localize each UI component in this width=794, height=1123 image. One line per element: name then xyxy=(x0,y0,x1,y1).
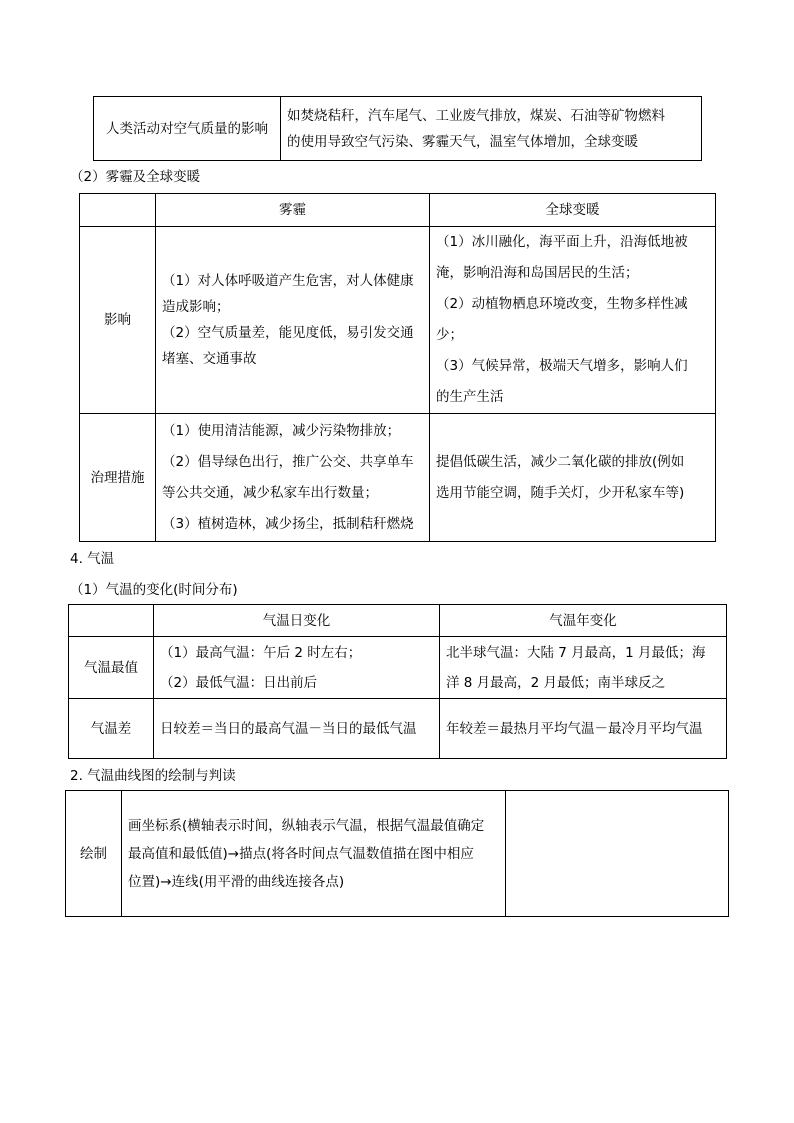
row-label-impact: 影响 xyxy=(80,227,156,414)
table-row xyxy=(80,227,716,414)
warming-impact-line: 少； xyxy=(436,327,463,343)
daily-extremes-cell xyxy=(154,637,440,699)
haze-impact-line: 造成影响； xyxy=(162,299,230,315)
warming-impact-line: （1）冰川融化，海平面上升，沿海低地被 xyxy=(436,234,688,250)
daily-extremes-line: （1）最高气温：午后 2 时左右； xyxy=(160,644,362,661)
haze-impact-line: （1）对人体呼吸道产生危害，对人体健康 xyxy=(162,273,414,289)
table-row xyxy=(66,791,729,917)
annual-extremes-line: 北半球气温：大陆 7 月最高，1 月最低；海 xyxy=(446,644,706,661)
row-label-range: 气温差 xyxy=(69,699,154,759)
table-row xyxy=(94,97,702,161)
row-label-extremes: 气温最值 xyxy=(69,637,154,699)
subsection-heading-temperature-change: （1）气温的变化(时间分布) xyxy=(70,582,238,598)
haze-impact-cell xyxy=(156,227,430,414)
air-quality-line: 的使用导致空气污染、雾霾天气，温室气体增加，全球变暖 xyxy=(287,133,638,150)
haze-measures-line: （2）倡导绿色出行，推广公交、共享单车 xyxy=(162,453,414,470)
haze-impact-line: （2）空气质量差，能见度低，易引发交通 xyxy=(162,325,414,341)
header-blank xyxy=(80,194,156,227)
row-label-draw: 绘制 xyxy=(66,791,122,917)
haze-measures-cell xyxy=(156,414,430,542)
air-quality-content xyxy=(281,97,702,161)
warming-impact-line: 的生产生活 xyxy=(436,389,504,405)
temperature-change-table xyxy=(68,604,727,759)
haze-measures-line: 等公共交通，减少私家车出行数量； xyxy=(162,484,378,501)
warming-measures-line: 提倡低碳生活，减少二氧化碳的排放(例如 xyxy=(436,453,685,470)
haze-warming-table xyxy=(79,193,716,542)
temperature-curve-table xyxy=(65,790,729,917)
warming-measures-cell xyxy=(430,414,716,542)
section-heading-haze-warming: （2）雾霾及全球变暖 xyxy=(70,169,201,185)
warming-impact-cell xyxy=(430,227,716,414)
table-row xyxy=(80,414,716,542)
daily-extremes-line: （2）最低气温：日出前后 xyxy=(160,674,318,691)
annual-extremes-line: 洋 8 月最高，2 月最低；南半球反之 xyxy=(446,674,666,691)
section-heading-temperature: 4. 气温 xyxy=(70,551,115,567)
table-header-row xyxy=(80,194,716,227)
header-warming: 全球变暖 xyxy=(430,194,716,227)
draw-steps-cell xyxy=(122,791,506,917)
draw-steps-line: 画坐标系(横轴表示时间，纵轴表示气温，根据气温最值确定 xyxy=(128,817,485,834)
annual-range-cell: 年较差＝最热月平均气温－最冷月平均气温 xyxy=(440,699,727,759)
warming-impact-line: 淹，影响沿海和岛国居民的生活； xyxy=(436,265,639,281)
header-daily-change: 气温日变化 xyxy=(154,605,440,637)
daily-range-cell: 日较差＝当日的最高气温－当日的最低气温 xyxy=(154,699,440,759)
table-row xyxy=(69,699,727,759)
table-row xyxy=(69,637,727,699)
haze-measures-line: （1）使用清洁能源，减少污染物排放； xyxy=(162,422,401,439)
haze-impact-line: 堵塞、交通事故 xyxy=(162,351,257,367)
header-haze: 雾霾 xyxy=(156,194,430,227)
annual-extremes-cell xyxy=(440,637,727,699)
haze-measures-line: （3）植树造林，减少扬尘，抵制秸秆燃烧 xyxy=(162,515,414,532)
header-annual-change: 气温年变化 xyxy=(440,605,727,637)
air-quality-label: 人类活动对空气质量的影响 xyxy=(94,97,281,161)
section-heading-temperature-curve: 2. 气温曲线图的绘制与判读 xyxy=(70,768,236,784)
warming-impact-line: （3）气候异常，极端天气增多，影响人们 xyxy=(436,358,688,374)
blank-cell xyxy=(506,791,729,917)
draw-steps-line: 位置)→连线(用平滑的曲线连接各点) xyxy=(128,873,345,890)
row-label-measures: 治理措施 xyxy=(80,414,156,542)
air-quality-table xyxy=(93,96,702,161)
draw-steps-line: 最高值和最低值)→描点(将各时间点气温数值描在图中相应 xyxy=(128,845,474,862)
warming-impact-line: （2）动植物栖息环境改变，生物多样性减 xyxy=(436,296,688,312)
header-blank xyxy=(69,605,154,637)
warming-measures-line: 选用节能空调，随手关灯，少开私家车等) xyxy=(436,484,685,501)
table-header-row xyxy=(69,605,727,637)
air-quality-line: 如焚烧秸秆，汽车尾气、工业废气排放，煤炭、石油等矿物燃料 xyxy=(287,107,665,124)
